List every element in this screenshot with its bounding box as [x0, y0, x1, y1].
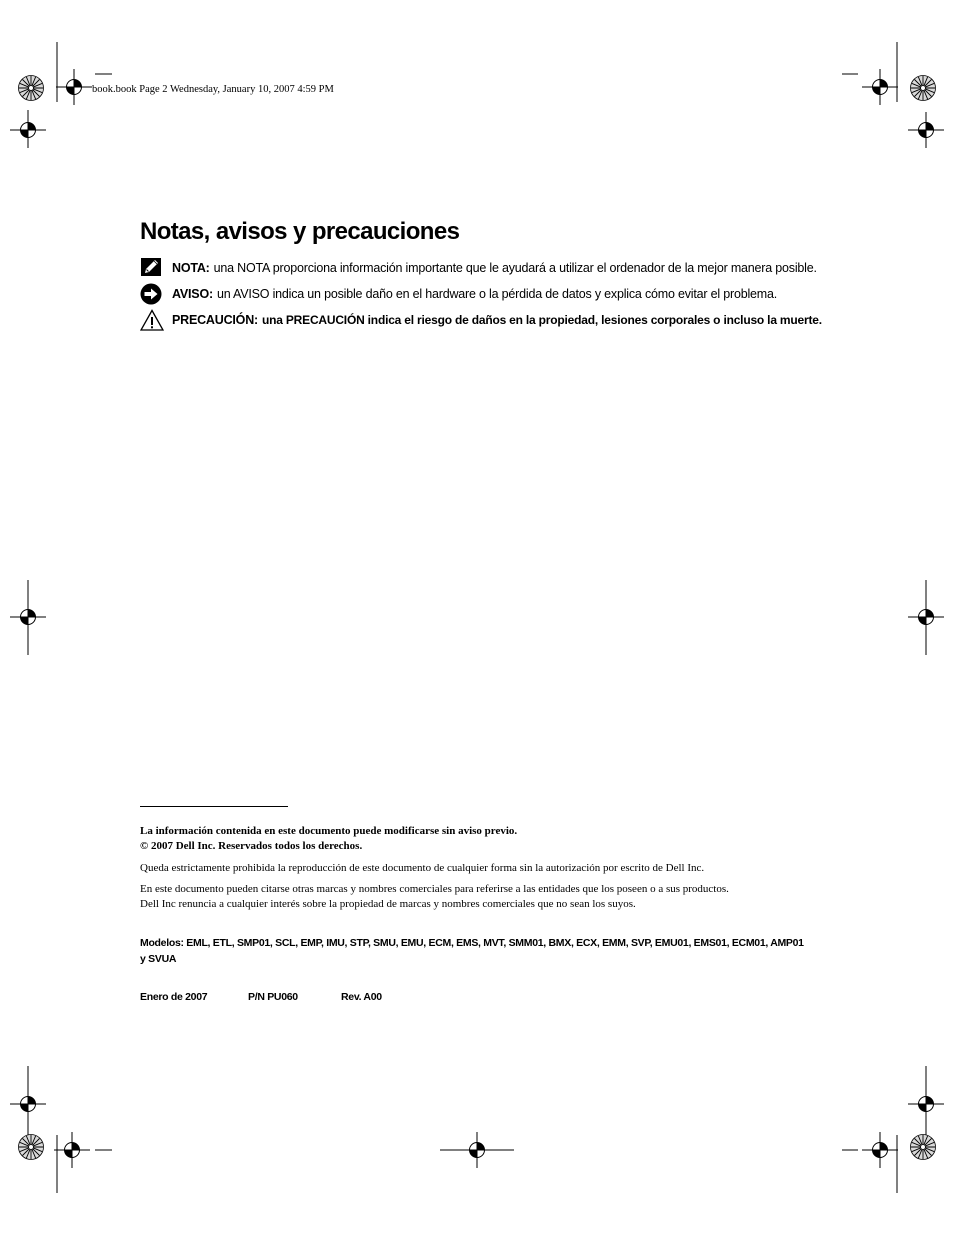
page-title: Notas, avisos y precauciones [140, 218, 460, 245]
note-nota [140, 257, 817, 279]
caution-label: PRECAUCIÓN: [172, 313, 258, 327]
legal-line-disclaimer: Dell Inc renuncia a cualquier interés sobre la propiedad de marcas y nombres comerciales que no sean los suyos. [140, 897, 636, 910]
print-header-line: book.book Page 2 Wednesday, January 10, 2007 4:59 PM [92, 84, 334, 95]
pencil-note-icon [140, 257, 164, 279]
caution-text: una PRECAUCIÓN indica el riesgo de daños en la propiedad, lesiones corporales o incluso la muerte. [262, 313, 822, 327]
part-number: P/N PU060 [248, 991, 298, 1003]
publication-date: Enero de 2007 [140, 991, 208, 1003]
note-text: una NOTA proporciona información importante que le ayudará a utilizar el ordenador de la mejor manera posible. [213, 261, 817, 275]
legal-line-info: La información contenida en este documento puede modificarse sin aviso previo. [140, 825, 518, 837]
notice-text: un AVISO indica un posible daño en el hardware o la pérdida de datos y explica cómo evitar el problema. [216, 287, 778, 301]
revision: Rev. A00 [341, 991, 382, 1003]
models-list [140, 935, 804, 967]
legal-trademarks [140, 882, 729, 911]
legal-notice [140, 824, 517, 853]
legal-line-reproduction: Queda estrictamente prohibida la reproducción de este documento de cualquier forma sin la autorización por escrito de Dell Inc. [140, 862, 705, 874]
note-precaucion [140, 309, 822, 331]
arrow-notice-icon [140, 283, 164, 305]
models-line-1: Modelos: EML, ETL, SMP01, SCL, EMP, IMU, STP, SMU, EMU, ECM, EMS, MVT, SMM01, BMX, ECX, EMM, SVP, EMU01, EMS01, ECM01, AMP01 [140, 937, 804, 949]
note-label: NOTA: [172, 261, 210, 275]
notice-label: AVISO: [172, 287, 213, 301]
legal-line-trademarks: En este documento pueden citarse otras marcas y nombres comerciales para referirse a las entidades que los poseen o a sus productos. [140, 883, 729, 895]
legal-line-copyright: © 2007 Dell Inc. Reservados todos los derechos. [140, 839, 363, 852]
warning-triangle-icon [140, 309, 164, 331]
models-line-2: y SVUA [140, 953, 177, 965]
footnote-rule [140, 806, 288, 807]
note-aviso [140, 283, 777, 305]
